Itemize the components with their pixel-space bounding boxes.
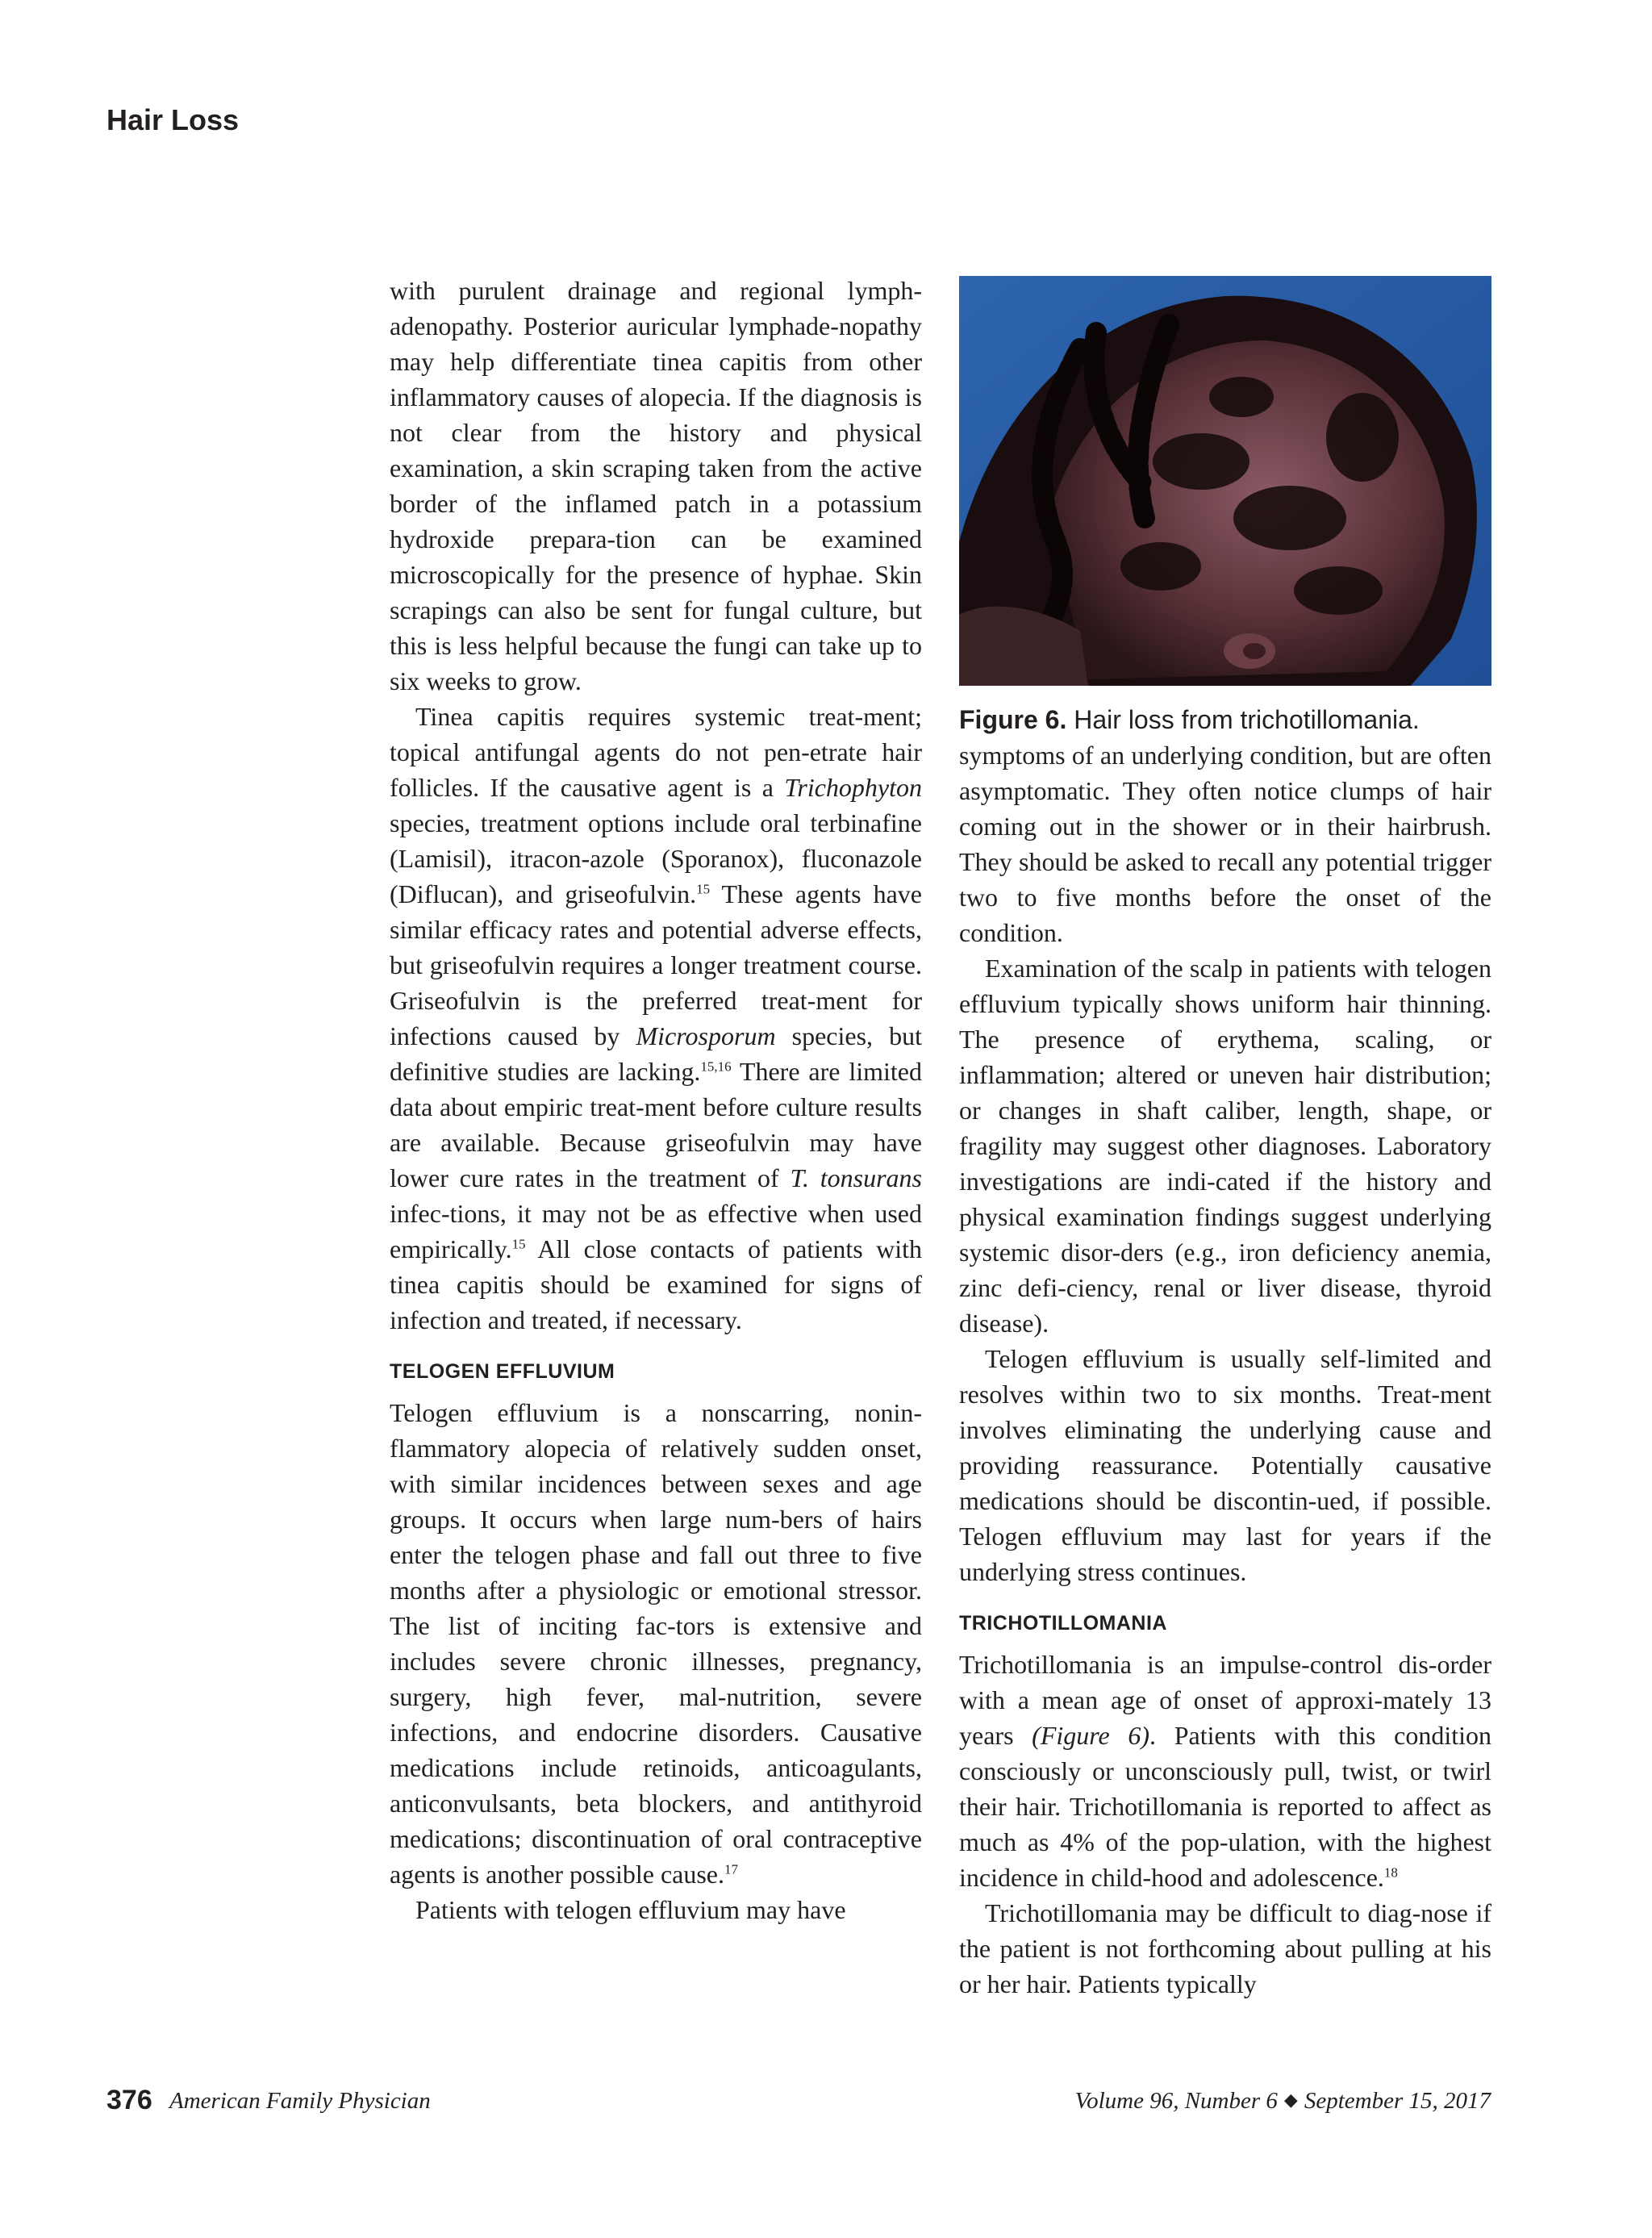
left-column [390,273,922,1927]
citation: 15,16 [700,1058,732,1075]
page-number: 376 [106,2085,152,2115]
paragraph: symptoms of an underlying condition, but are often asymptomatic. They often notice clumps of hair coming out in the shower or in their hairbrush. They should be asked to recall any potential trigger two to five months before the onset of the condition. [959,741,1491,947]
section-heading-trichotillomania: TRICHOTILLOMANIA [959,1612,1167,1635]
journal-name: American Family Physician [169,2088,431,2114]
paragraph: Tinea capitis requires systemic treat-ment; topical antifungal agents do not pen-etrate hair follicles. If the causative agent is a Trichophyton species, treatment options include oral terbinafine (Lamisil), itracon-azole (Sporanox), fluconazole (Diflucan), and griseofulvin.$^{15}$ These agents have similar efficacy rates and potential adverse effects, but griseofulvin requires a longer treatment course. Griseofulvin is the preferred treat-ment for infections caused by Microsporum species, but definitive studies are lacking.$^{15,16}$ There are limited data about empiric treat-ment before culture results are available. Because griseofulvin may have lower cure rates in the treatment of T. tonsurans infec-tions, it may not be as effective when used empirically.$^{15}$ All close contacts of patients with tinea capitis should be examined for signs of infection and treated, if necessary. [390,702,923,1334]
page-footer [106,2085,1491,2117]
citation: 18 [1383,1864,1398,1881]
citation: 15 [511,1236,526,1252]
figure-6-photo [959,276,1491,686]
citation: 15 [696,881,711,897]
citation: 17 [724,1861,738,1877]
figure-caption: Figure 6. Hair loss from trichotillomania. [959,705,1420,734]
right-column [959,276,1491,2002]
running-head: Hair Loss [106,103,240,136]
paragraph: Trichotillomania is an impulse-control dis-order with a mean age of onset of approxi-mately 13 years (Figure 6). Patients with this condition consciously or unconsciously pull, twist, or twirl their hair. Trichotillomania is reported to affect as much as 4% of the pop-ulation, with the highest incidence in child-hood and adolescence.$^{18}$ [959,1650,1491,1892]
paragraph: with purulent drainage and regional lymph-adenopathy. Posterior auricular lymphade-nopathy may help differentiate tinea capitis from other inflammatory causes of alopecia. If the diagnosis is not clear from the history and physical examination, a skin scraping taken from the active border of the inflamed patch in a potassium hydroxide prepara-tion can be examined microscopically for the presence of hyphae. Skin scrapings can also be sent for fungal culture, but this is less helpful because the fungi can take up to six weeks to grow. [390,276,922,695]
paragraph: Examination of the scalp in patients with telogen effluvium typically shows uniform hair thinning. The presence of erythema, scaling, or inflammation; altered or uneven hair distribution; or changes in shaft caliber, length, shape, or fragility may suggest other diagnoses. Laboratory investigations are indi-cated if the history and physical examination findings suggest underlying systemic disor-ders (e.g., iron deficiency anemia, zinc defi-ciency, renal or liver disease, thyroid disease). [959,954,1491,1338]
issue-info: Volume 96, Number 6 ◆ September 15, 2017 [1074,2088,1491,2114]
bullet-icon: ◆ [1283,2090,1298,2110]
paragraph: Trichotillomania may be difficult to diag-nose if the patient is not forthcoming about pulling at his or her hair. Patients typically [959,1898,1491,1998]
section-heading-telogen-effluvium: TELOGEN EFFLUVIUM [390,1360,615,1383]
paragraph: Telogen effluvium is a nonscarring, nonin-flammatory alopecia of relatively sudden onset, with similar incidences between sexes and age groups. It occurs when large num-bers of hairs enter the telogen phase and fall out three to five months after a physiologic or emotional stressor. The list of inciting fac-tors is extensive and includes severe chronic illnesses, pregnancy, surgery, high fever, mal-nutrition, severe infections, and endocrine disorders. Causative medications include retinoids, anticoagulants, anticonvulsants, beta blockers, and antithyroid medications; discontinuation of oral contraceptive agents is another possible cause.$^{17}$ [390,1398,922,1889]
paragraph: Telogen effluvium is usually self-limited and resolves within two to six months. Treat-ment involves eliminating the underlying cause and providing reassurance. Potentially causative medications should be discontin-ued, if possible. Telogen effluvium may last for years if the underlying stress continues. [959,1344,1491,1586]
paragraph: Patients with telogen effluvium may have [415,1895,846,1924]
